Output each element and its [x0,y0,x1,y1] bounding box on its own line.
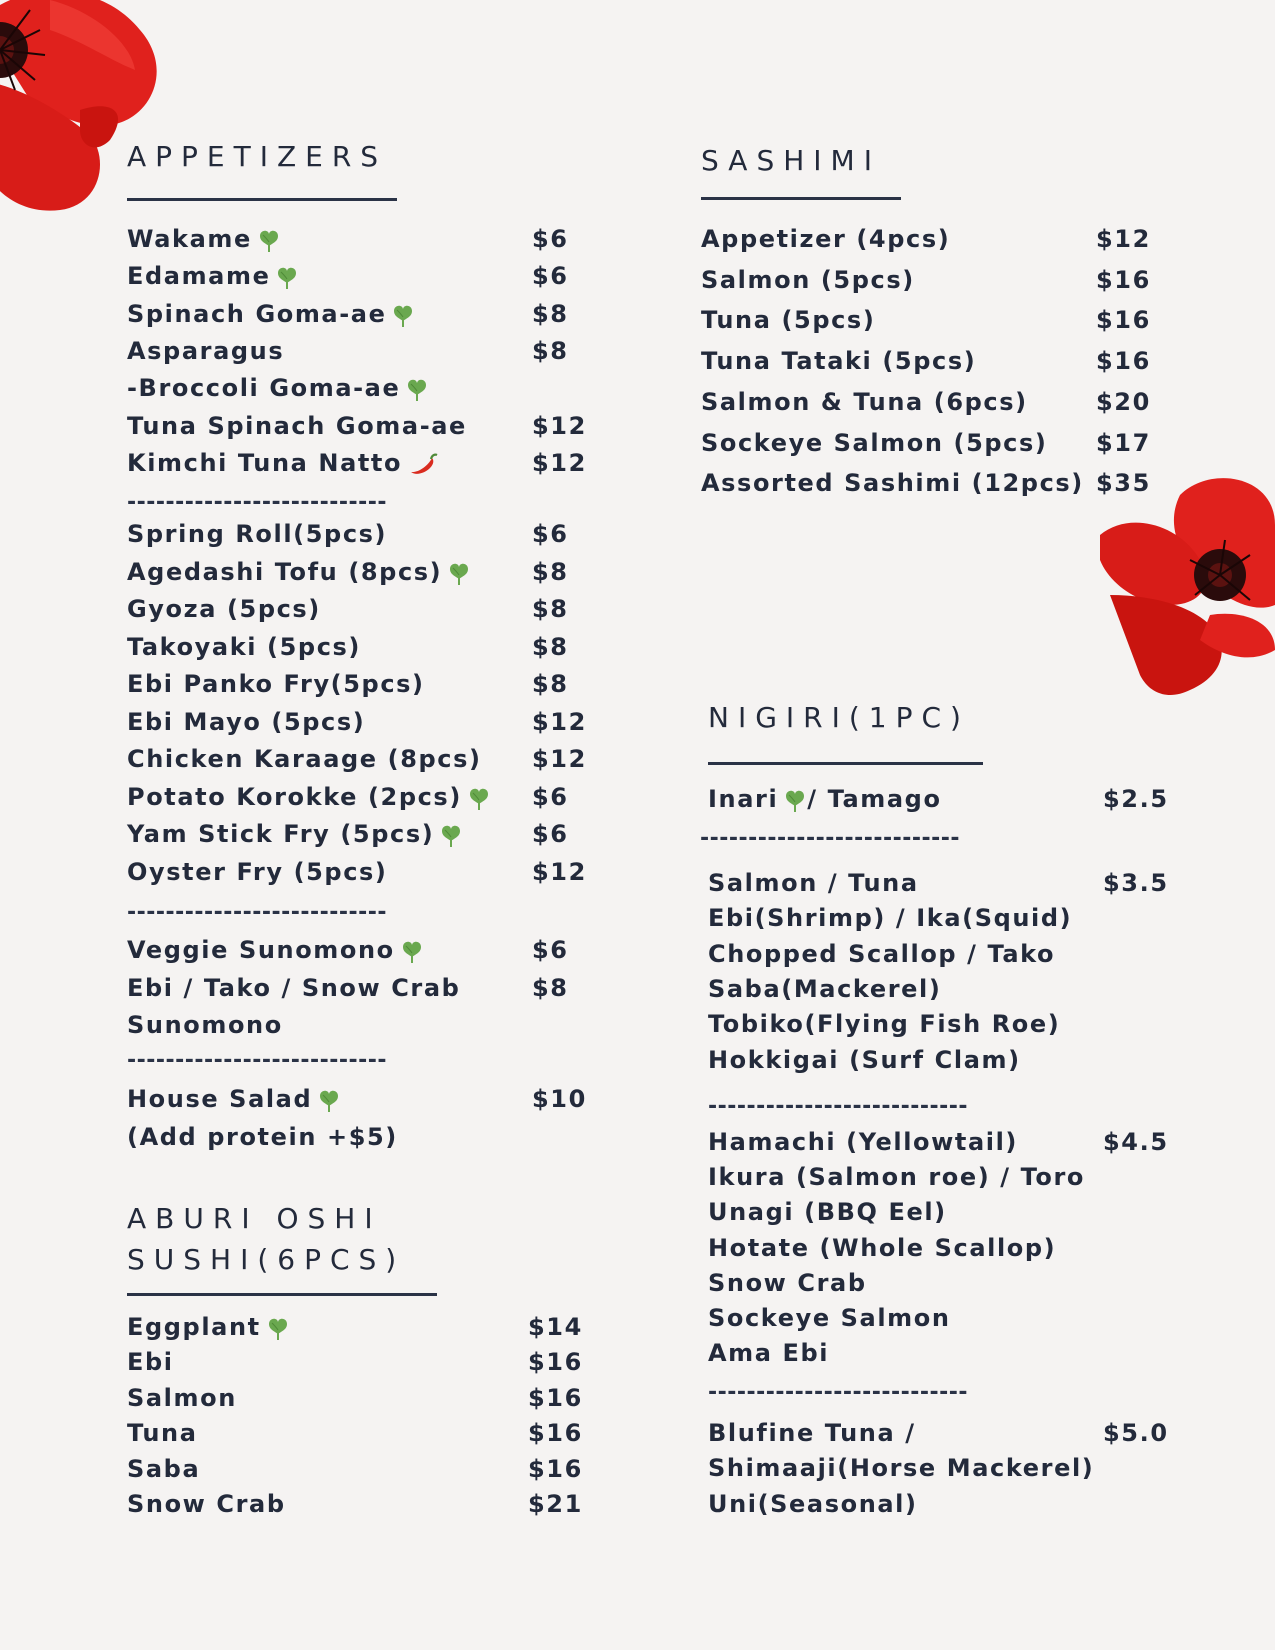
menu-item [700,1419,1180,1455]
aburi-underline [127,1293,437,1296]
menu-item [700,869,1180,905]
item-name-text: Chicken Karaage (8pcs) [127,745,482,773]
menu-item [127,300,587,336]
item-name-text: Eggplant [127,1313,261,1341]
item-name-text: Ikura (Salmon roe) / Toro [708,1163,1086,1192]
menu-item [127,558,587,594]
item-name [127,520,387,548]
menu-item [700,1046,1180,1082]
menu-item [127,1085,587,1121]
item-name-text: Hotate (Whole Scallop) [708,1233,1057,1262]
item-name [708,1339,829,1367]
item-name [708,869,919,897]
item-name-text: Blufine Tuna / [708,1419,916,1447]
leaf-icon [783,787,807,813]
leaf-icon [400,938,424,964]
item-name-text: Sunomono [127,1011,283,1039]
item-name [127,374,429,402]
menu-item [127,1419,587,1455]
item-name [127,1123,398,1151]
menu-item [700,306,1180,342]
item-name-text: Ebi Mayo (5pcs) [127,707,366,736]
item-name-text: Appetizer (4pcs) [701,225,951,253]
item-price: $8 [532,670,569,698]
menu-item [700,388,1180,424]
menu-item [700,904,1180,940]
menu-item [127,262,587,298]
menu-item [700,225,1180,261]
item-price: $12 [532,707,587,736]
item-name-text: Edamame [127,262,271,291]
item-name-text: Ama Ebi [708,1339,830,1368]
item-price: $16 [1096,347,1151,376]
item-name [701,347,976,375]
item-price: $6 [532,262,569,291]
item-name-text: Shimaaji(Horse Mackerel) [708,1454,1095,1483]
item-name-text: Sockeye Salmon [708,1304,951,1332]
item-name [708,1454,1094,1482]
menu-item [127,858,587,894]
item-name [127,1490,286,1518]
menu-item [700,785,1180,821]
item-name-text: Ebi / Tako / Snow Crab [127,973,461,1002]
item-name [127,449,438,477]
separator: --------------------------- [708,1380,969,1405]
item-name-text: Tuna Spinach Goma-ae [127,411,467,440]
leaf-icon [275,264,299,290]
item-name-text: House Salad [127,1085,313,1113]
item-name-text: Spinach Goma-ae [127,299,387,328]
menu-item [700,1128,1180,1164]
item-price: $2.5 [1103,785,1169,813]
item-name-text: Salmon / Tuna [708,869,919,897]
item-name [127,1313,290,1341]
item-name-text: Veggie Sunomono [127,936,395,964]
item-name [127,1419,198,1447]
leaf-icon [266,1315,290,1341]
item-price: $16 [1096,306,1151,335]
item-price: $8 [532,595,569,623]
menu-item [127,595,587,631]
separator: --------------------------- [127,900,388,925]
item-price: $10 [532,1085,587,1113]
item-name [127,670,425,698]
item-name [701,306,875,334]
item-name-b: / Tamago [807,785,942,813]
menu-item [700,1198,1180,1234]
item-name [701,225,950,253]
aburi-title-line2: SUSHI(6PCS) [127,1243,406,1276]
item-price: $14 [528,1313,583,1341]
item-name [701,469,1084,497]
item-name-text: Yam Stick Fry (5pcs) [127,820,435,848]
leaf-icon [467,785,491,811]
item-name-text: Saba(Mackerel) [708,974,942,1003]
item-price: $12 [532,857,587,886]
item-name-text: Snow Crab [127,1490,286,1518]
item-name [708,1304,951,1332]
sashimi-title: SASHIMI [701,144,881,177]
item-price: $17 [1096,428,1151,457]
item-name-text: Hamachi (Yellowtail) [708,1128,1019,1156]
item-name [701,266,915,294]
item-name [708,1128,1018,1156]
item-name [127,708,365,736]
nigiri-title: NIGIRI(1PC) [708,701,970,734]
item-name [708,1010,1060,1038]
item-price: $12 [1096,225,1151,253]
item-name-text: Salmon [127,1383,237,1412]
menu-item [127,633,587,669]
menu-item [700,1163,1180,1199]
menu-item [700,347,1180,383]
menu-item [700,1010,1180,1046]
item-name [708,1490,918,1518]
item-name [127,225,281,253]
item-name [708,975,941,1003]
item-name-text: Hokkigai (Surf Clam) [708,1045,1021,1074]
item-name-text: Kimchi Tuna Natto [127,448,403,477]
item-price: $6 [532,520,569,548]
menu-item [700,429,1180,465]
menu-item [127,745,587,781]
menu-item [127,374,587,410]
leaf-icon [447,560,471,586]
item-name-text: Sockeye Salmon (5pcs) [701,428,1048,457]
item-price: $8 [532,557,569,586]
item-name-text: Saba [127,1454,201,1483]
item-name [708,1046,1021,1074]
menu-item [127,1011,587,1047]
menu-item [127,225,587,261]
item-name [708,1163,1085,1191]
item-name-text: Ebi(Shrimp) / Ika(Squid) [708,904,1073,933]
item-price: $12 [532,448,587,477]
menu-item [127,783,587,819]
item-price: $6 [532,782,569,811]
item-name [127,337,284,365]
aburi-title-line1: ABURI OSHI [127,1202,382,1235]
menu-item [127,1490,587,1526]
menu-item [127,449,587,485]
menu-item [127,708,587,744]
separator: --------------------------- [700,826,961,851]
menu-item [127,1123,587,1159]
item-name-text: (Add protein +$5) [127,1122,398,1151]
menu-item [127,1384,587,1420]
menu-item [700,1454,1180,1490]
item-name [127,1085,341,1113]
item-name [127,745,482,773]
separator: --------------------------- [127,1048,388,1073]
item-price: $12 [532,745,587,773]
item-name-text: Agedashi Tofu (8pcs) [127,557,443,586]
red-flower-top-left [0,0,190,230]
item-name [708,1269,867,1297]
item-name-text: Uni(Seasonal) [708,1489,918,1518]
menu-item [700,469,1180,505]
item-name [701,388,1028,416]
item-price: $35 [1096,469,1151,498]
chili-icon [408,452,438,476]
item-name-text: Ebi Panko Fry(5pcs) [127,670,425,698]
menu-item [700,1490,1180,1526]
item-price: $8 [532,632,569,661]
item-name-text: Tuna Tataki (5pcs) [701,347,977,376]
separator: --------------------------- [127,490,388,515]
menu-item [127,820,587,856]
item-price: $5.0 [1103,1419,1169,1447]
leaf-icon [257,227,281,253]
item-price: $3.5 [1103,869,1169,897]
item-name-text: Asparagus [127,336,285,365]
appetizers-title: APPETIZERS [127,140,388,173]
item-price: $6 [532,936,569,964]
menu-item [127,670,587,706]
item-price: $8 [532,299,569,328]
item-name-text: Tobiko(Flying Fish Roe) [708,1010,1061,1039]
item-name [127,633,361,661]
appetizers-underline [127,198,397,201]
menu-item [127,337,587,373]
menu-item [127,1348,587,1384]
item-name-text: Oyster Fry (5pcs) [127,857,388,886]
item-name-text: Unagi (BBQ Eel) [708,1198,947,1227]
item-price: $6 [532,820,569,848]
item-name [708,1198,947,1226]
menu-item [700,1304,1180,1340]
item-name-text: Salmon & Tuna (6pcs) [701,387,1028,416]
item-name-text: Assorted Sashimi (12pcs) [701,469,1084,498]
item-name-text: Ebi [127,1348,174,1377]
item-name [708,1419,916,1447]
item-name [127,1384,237,1412]
item-name [127,936,424,964]
item-name [127,300,415,328]
item-name [701,429,1047,457]
item-name [127,820,463,848]
item-name-text: Tuna (5pcs) [701,306,876,335]
item-name-text: Snow Crab [708,1268,867,1297]
item-name [127,1455,200,1483]
leaf-icon [439,822,463,848]
item-name-text: Potato Korokke (2pcs) [127,782,462,811]
menu-item [127,1455,587,1491]
item-name-text: Spring Roll(5pcs) [127,520,388,548]
item-price: $8 [532,336,569,365]
item-name-text: Wakame [127,225,252,253]
item-name-text: Chopped Scallop / Tako [708,939,1056,968]
item-name-text: -Broccoli Goma-ae [127,374,401,403]
leaf-icon [391,302,415,328]
item-name [708,940,1055,968]
item-name [127,1011,283,1039]
item-price: $16 [528,1419,583,1448]
item-price: $20 [1096,387,1151,416]
item-name [127,412,467,440]
item-price: $16 [528,1348,583,1377]
leaf-icon [317,1087,341,1113]
item-name [708,785,942,813]
item-name [127,974,460,1002]
item-price: $12 [532,411,587,440]
item-name [127,783,491,811]
item-name [127,1348,174,1376]
item-name-text: Gyoza (5pcs) [127,595,321,623]
menu-item [127,974,587,1010]
menu-item [127,1313,587,1349]
nigiri-underline [708,762,983,765]
item-name-text: Tuna [127,1419,198,1448]
menu-item [700,1339,1180,1375]
item-price: $16 [528,1383,583,1412]
item-name [127,262,299,290]
item-price: $16 [528,1454,583,1483]
item-name-a: Inari [708,785,779,813]
menu-item [700,940,1180,976]
item-price: $8 [532,973,569,1002]
item-name [708,904,1072,932]
item-name [127,858,388,886]
item-name [708,1234,1056,1262]
item-price: $4.5 [1103,1128,1169,1156]
item-price: $21 [528,1490,583,1518]
menu-item [127,412,587,448]
menu-item [700,266,1180,302]
menu-item [127,520,587,556]
item-price: $6 [532,225,569,253]
item-name [127,595,321,623]
item-name-text: Takoyaki (5pcs) [127,632,361,661]
item-price: $16 [1096,265,1151,294]
leaf-icon [405,376,429,402]
item-name-text: Salmon (5pcs) [701,265,915,294]
sashimi-underline [701,197,901,200]
item-name [127,558,471,586]
menu-item [700,1234,1180,1270]
menu-item [700,1269,1180,1305]
menu-item [127,936,587,972]
separator: --------------------------- [708,1094,969,1119]
menu-item [700,975,1180,1011]
